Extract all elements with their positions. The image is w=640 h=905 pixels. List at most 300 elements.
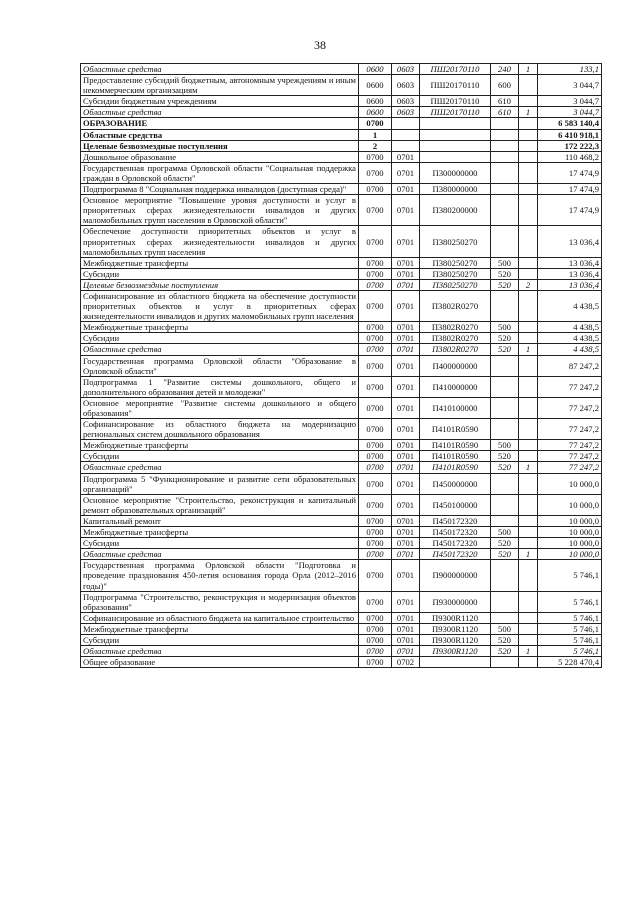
table-row [81, 591, 602, 612]
expense-type-cell [491, 184, 519, 195]
section-code-cell: 0700 [359, 634, 392, 645]
subsection-code-cell: 0701 [392, 184, 420, 195]
row-name-cell: Подпрограмма 8 "Социальная поддержка инвалидов (доступная среда)" [81, 184, 359, 195]
expense-type-cell: 500 [491, 322, 519, 333]
row-name-cell: Субсидии [81, 268, 359, 279]
row-name-cell: Межбюджетные трансферты [81, 527, 359, 538]
row-name-cell: Основное мероприятие "Строительство, реконструкция и капитальный ремонт образовательных организаций" [81, 494, 359, 515]
amount-cell: 133,1 [538, 64, 602, 75]
subsection-code-cell [392, 118, 420, 129]
expense-type-cell [491, 473, 519, 494]
section-code-cell: 0700 [359, 419, 392, 440]
funding-source-cell: 1 [519, 462, 538, 473]
target-article-cell: П300000000 [420, 162, 491, 183]
section-code-cell: 0700 [359, 646, 392, 657]
subsection-code-cell: 0701 [392, 560, 420, 591]
amount-cell: 13 036,4 [538, 268, 602, 279]
amount-cell: 4 438,5 [538, 290, 602, 321]
row-name-cell: Субсидии [81, 538, 359, 549]
amount-cell: 110 468,2 [538, 151, 602, 162]
target-article-cell: П450172320 [420, 515, 491, 526]
row-name-cell: Софинансирование из областного бюджета на модернизацию региональных систем дошкольного образования [81, 419, 359, 440]
row-name-cell: Основное мероприятие "Развитие системы дошкольного и общего образования" [81, 397, 359, 418]
target-article-cell: П930000000 [420, 591, 491, 612]
expense-type-cell [491, 118, 519, 129]
amount-cell: 5 746,1 [538, 623, 602, 634]
amount-cell: 10 000,0 [538, 527, 602, 538]
funding-source-cell [519, 333, 538, 344]
table-row [81, 560, 602, 591]
subsection-code-cell: 0701 [392, 451, 420, 462]
expense-type-cell: 520 [491, 634, 519, 645]
target-article-cell: П380250270 [420, 226, 491, 257]
funding-source-cell [519, 322, 538, 333]
target-article-cell: П450172320 [420, 538, 491, 549]
section-code-cell: 0700 [359, 322, 392, 333]
section-code-cell: 0700 [359, 440, 392, 451]
target-article-cell: П9300R1120 [420, 646, 491, 657]
amount-cell: 13 036,4 [538, 257, 602, 268]
subsection-code-cell: 0701 [392, 527, 420, 538]
amount-cell: 3 044,7 [538, 75, 602, 96]
funding-source-cell [519, 118, 538, 129]
target-article-cell: П410000000 [420, 376, 491, 397]
amount-cell: 17 474,9 [538, 195, 602, 226]
expense-type-cell [491, 151, 519, 162]
target-article-cell: П3802R0270 [420, 322, 491, 333]
funding-source-cell [519, 226, 538, 257]
subsection-code-cell: 0701 [392, 623, 420, 634]
row-name-cell: Межбюджетные трансферты [81, 623, 359, 634]
funding-source-cell [519, 494, 538, 515]
funding-source-cell [519, 290, 538, 321]
funding-source-cell: 1 [519, 107, 538, 118]
section-code-cell: 0700 [359, 538, 392, 549]
expense-type-cell [491, 355, 519, 376]
target-article-cell: П3802R0270 [420, 344, 491, 355]
section-code-cell: 0600 [359, 96, 392, 107]
target-article-cell [420, 129, 491, 140]
table-row [81, 355, 602, 376]
amount-cell: 172 222,3 [538, 140, 602, 151]
funding-source-cell [519, 527, 538, 538]
amount-cell: 5 746,1 [538, 646, 602, 657]
table-row [81, 107, 602, 118]
amount-cell: 4 438,5 [538, 322, 602, 333]
row-name-cell: Субсидии бюджетным учреждениям [81, 96, 359, 107]
amount-cell: 13 036,4 [538, 226, 602, 257]
target-article-cell: ПШ20170110 [420, 96, 491, 107]
funding-source-cell: 1 [519, 64, 538, 75]
section-code-cell: 0600 [359, 107, 392, 118]
table-row [81, 515, 602, 526]
subsection-code-cell: 0701 [392, 226, 420, 257]
row-name-cell: Субсидии [81, 634, 359, 645]
section-code-cell: 0700 [359, 268, 392, 279]
expense-type-cell [491, 657, 519, 668]
section-code-cell: 2 [359, 140, 392, 151]
table-row [81, 473, 602, 494]
funding-source-cell [519, 184, 538, 195]
table-row [81, 612, 602, 623]
target-article-cell: П380250270 [420, 268, 491, 279]
table-row [81, 657, 602, 668]
funding-source-cell [519, 634, 538, 645]
row-name-cell: Подпрограмма 1 "Развитие системы дошкольного, общего и дополнительного образования детей и молодежи" [81, 376, 359, 397]
row-name-cell: Основное мероприятие "Повышение уровня доступности и услуг в приоритетных сферах жизнедеятельности инвалидов и других маломобильных групп населения в Орловской области" [81, 195, 359, 226]
subsection-code-cell: 0701 [392, 344, 420, 355]
expense-type-cell [491, 290, 519, 321]
target-article-cell: П3802R0270 [420, 290, 491, 321]
target-article-cell: П410100000 [420, 397, 491, 418]
section-code-cell: 0600 [359, 64, 392, 75]
subsection-code-cell: 0603 [392, 64, 420, 75]
funding-source-cell [519, 560, 538, 591]
subsection-code-cell: 0701 [392, 397, 420, 418]
target-article-cell: П450100000 [420, 494, 491, 515]
funding-source-cell: 1 [519, 646, 538, 657]
expense-type-cell [491, 195, 519, 226]
row-name-cell: Целевые безвозмездные поступления [81, 279, 359, 290]
subsection-code-cell: 0701 [392, 549, 420, 560]
target-article-cell: П9300R1120 [420, 623, 491, 634]
subsection-code-cell: 0701 [392, 376, 420, 397]
row-name-cell: Софинансирование из областного бюджета на обеспечение доступности приоритетных объектов и услуг в приоритетных сферах жизнедеятельности инвалидов и других маломобильных групп населения [81, 290, 359, 321]
expense-type-cell: 600 [491, 75, 519, 96]
subsection-code-cell: 0701 [392, 538, 420, 549]
section-code-cell: 0700 [359, 473, 392, 494]
row-name-cell: Областные средства [81, 64, 359, 75]
table-row [81, 646, 602, 657]
amount-cell: 5 746,1 [538, 634, 602, 645]
section-code-cell: 0700 [359, 118, 392, 129]
target-article-cell: П4101R0590 [420, 451, 491, 462]
subsection-code-cell: 0603 [392, 75, 420, 96]
section-code-cell: 1 [359, 129, 392, 140]
row-name-cell: Государственная программа Орловской области "Образование в Орловской области" [81, 355, 359, 376]
subsection-code-cell: 0701 [392, 419, 420, 440]
expense-type-cell: 520 [491, 538, 519, 549]
section-code-cell: 0700 [359, 527, 392, 538]
table-row [81, 151, 602, 162]
target-article-cell: П450172320 [420, 527, 491, 538]
amount-cell: 17 474,9 [538, 184, 602, 195]
subsection-code-cell: 0603 [392, 96, 420, 107]
funding-source-cell [519, 419, 538, 440]
table-row [81, 195, 602, 226]
amount-cell: 10 000,0 [538, 538, 602, 549]
subsection-code-cell: 0701 [392, 646, 420, 657]
amount-cell: 5 746,1 [538, 612, 602, 623]
table-row [81, 162, 602, 183]
table-row [81, 462, 602, 473]
budget-table-body [81, 64, 602, 668]
expense-type-cell: 520 [491, 333, 519, 344]
table-row [81, 129, 602, 140]
subsection-code-cell: 0701 [392, 257, 420, 268]
funding-source-cell [519, 140, 538, 151]
target-article-cell: П380250270 [420, 257, 491, 268]
amount-cell: 4 438,5 [538, 344, 602, 355]
table-row [81, 268, 602, 279]
funding-source-cell [519, 195, 538, 226]
row-name-cell: Межбюджетные трансферты [81, 440, 359, 451]
budget-table [80, 63, 602, 668]
funding-source-cell [519, 355, 538, 376]
subsection-code-cell: 0701 [392, 473, 420, 494]
table-row [81, 440, 602, 451]
table-row [81, 451, 602, 462]
target-article-cell: ПШ20170110 [420, 64, 491, 75]
target-article-cell: П380200000 [420, 195, 491, 226]
row-name-cell: Целевые безвозмездные поступления [81, 140, 359, 151]
row-name-cell: Областные средства [81, 646, 359, 657]
table-row [81, 397, 602, 418]
funding-source-cell [519, 515, 538, 526]
row-name-cell: Субсидии [81, 451, 359, 462]
expense-type-cell: 500 [491, 527, 519, 538]
amount-cell: 3 044,7 [538, 107, 602, 118]
expense-type-cell: 500 [491, 257, 519, 268]
table-row [81, 257, 602, 268]
expense-type-cell: 520 [491, 549, 519, 560]
expense-type-cell: 500 [491, 623, 519, 634]
table-row [81, 634, 602, 645]
target-article-cell [420, 140, 491, 151]
target-article-cell: ПШ20170110 [420, 75, 491, 96]
section-code-cell: 0700 [359, 494, 392, 515]
amount-cell: 10 000,0 [538, 473, 602, 494]
amount-cell: 10 000,0 [538, 549, 602, 560]
expense-type-cell: 240 [491, 64, 519, 75]
section-code-cell: 0700 [359, 257, 392, 268]
row-name-cell: Межбюджетные трансферты [81, 257, 359, 268]
row-name-cell: Подпрограмма "Строительство, реконструкция и модернизация объектов образования" [81, 591, 359, 612]
expense-type-cell [491, 140, 519, 151]
section-code-cell: 0700 [359, 560, 392, 591]
amount-cell: 77 247,2 [538, 376, 602, 397]
section-code-cell: 0700 [359, 657, 392, 668]
expense-type-cell: 610 [491, 107, 519, 118]
target-article-cell: П9300R1120 [420, 612, 491, 623]
subsection-code-cell: 0701 [392, 151, 420, 162]
row-name-cell: Капитальный ремонт [81, 515, 359, 526]
target-article-cell: П4101R0590 [420, 440, 491, 451]
expense-type-cell [491, 591, 519, 612]
amount-cell: 77 247,2 [538, 440, 602, 451]
subsection-code-cell: 0701 [392, 322, 420, 333]
target-article-cell: П450000000 [420, 473, 491, 494]
page-number: 38 [314, 38, 326, 52]
section-code-cell: 0700 [359, 344, 392, 355]
subsection-code-cell: 0701 [392, 355, 420, 376]
target-article-cell: П4101R0590 [420, 419, 491, 440]
section-code-cell: 0700 [359, 623, 392, 634]
table-row [81, 279, 602, 290]
amount-cell: 6 583 140,4 [538, 118, 602, 129]
table-row [81, 290, 602, 321]
row-name-cell: Подпрограмма 5 "Функционирование и развитие сети образовательных организаций" [81, 473, 359, 494]
target-article-cell [420, 151, 491, 162]
expense-type-cell: 520 [491, 646, 519, 657]
expense-type-cell [491, 515, 519, 526]
funding-source-cell [519, 591, 538, 612]
amount-cell: 5 746,1 [538, 560, 602, 591]
row-name-cell: Областные средства [81, 462, 359, 473]
subsection-code-cell: 0701 [392, 462, 420, 473]
expense-type-cell: 520 [491, 268, 519, 279]
row-name-cell: Государственная программа Орловской области "Подготовка и проведение празднования 450-летия основания города Орла (2012–2016 годы)" [81, 560, 359, 591]
section-code-cell: 0700 [359, 355, 392, 376]
funding-source-cell [519, 440, 538, 451]
subsection-code-cell [392, 129, 420, 140]
table-row [81, 226, 602, 257]
section-code-cell: 0600 [359, 75, 392, 96]
target-article-cell: П3802R0270 [420, 333, 491, 344]
row-name-cell: ОБРАЗОВАНИЕ [81, 118, 359, 129]
target-article-cell [420, 118, 491, 129]
amount-cell: 5 746,1 [538, 591, 602, 612]
section-code-cell: 0700 [359, 451, 392, 462]
subsection-code-cell: 0701 [392, 515, 420, 526]
expense-type-cell: 500 [491, 440, 519, 451]
funding-source-cell [519, 538, 538, 549]
table-row [81, 333, 602, 344]
funding-source-cell [519, 657, 538, 668]
amount-cell: 77 247,2 [538, 419, 602, 440]
funding-source-cell [519, 96, 538, 107]
row-name-cell: Общее образование [81, 657, 359, 668]
subsection-code-cell: 0702 [392, 657, 420, 668]
expense-type-cell: 520 [491, 462, 519, 473]
amount-cell: 77 247,2 [538, 462, 602, 473]
subsection-code-cell: 0701 [392, 634, 420, 645]
section-code-cell: 0700 [359, 226, 392, 257]
funding-source-cell [519, 376, 538, 397]
funding-source-cell: 1 [519, 344, 538, 355]
funding-source-cell [519, 451, 538, 462]
target-article-cell: П380250270 [420, 279, 491, 290]
funding-source-cell [519, 257, 538, 268]
table-row [81, 623, 602, 634]
amount-cell: 3 044,7 [538, 96, 602, 107]
expense-type-cell [491, 560, 519, 591]
funding-source-cell [519, 151, 538, 162]
subsection-code-cell: 0701 [392, 440, 420, 451]
table-row [81, 118, 602, 129]
table-row [81, 184, 602, 195]
amount-cell: 87 247,2 [538, 355, 602, 376]
funding-source-cell: 1 [519, 549, 538, 560]
funding-source-cell [519, 612, 538, 623]
table-row [81, 527, 602, 538]
expense-type-cell: 520 [491, 344, 519, 355]
expense-type-cell [491, 494, 519, 515]
table-row [81, 538, 602, 549]
table-row [81, 140, 602, 151]
subsection-code-cell: 0603 [392, 107, 420, 118]
section-code-cell: 0700 [359, 151, 392, 162]
section-code-cell: 0700 [359, 591, 392, 612]
row-name-cell: Дошкольное образование [81, 151, 359, 162]
funding-source-cell [519, 268, 538, 279]
row-name-cell: Предоставление субсидий бюджетным, автономным учреждениям и иным некоммерческим организациям [81, 75, 359, 96]
section-code-cell: 0700 [359, 376, 392, 397]
expense-type-cell: 520 [491, 451, 519, 462]
subsection-code-cell: 0701 [392, 162, 420, 183]
target-article-cell: П900000000 [420, 560, 491, 591]
expense-type-cell [491, 419, 519, 440]
table-row [81, 64, 602, 75]
subsection-code-cell: 0701 [392, 195, 420, 226]
row-name-cell: Областные средства [81, 344, 359, 355]
subsection-code-cell [392, 140, 420, 151]
row-name-cell: Обеспечение доступности приоритетных объектов и услуг в приоритетных сферах жизнедеятельности инвалидов и других маломобильных групп населения [81, 226, 359, 257]
target-article-cell: П9300R1120 [420, 634, 491, 645]
amount-cell: 10 000,0 [538, 515, 602, 526]
subsection-code-cell: 0701 [392, 279, 420, 290]
table-row [81, 376, 602, 397]
target-article-cell: П380000000 [420, 184, 491, 195]
funding-source-cell [519, 623, 538, 634]
amount-cell: 77 247,2 [538, 451, 602, 462]
funding-source-cell [519, 129, 538, 140]
funding-source-cell [519, 162, 538, 183]
table-row [81, 419, 602, 440]
subsection-code-cell: 0701 [392, 290, 420, 321]
amount-cell: 6 410 918,1 [538, 129, 602, 140]
amount-cell: 13 036,4 [538, 279, 602, 290]
row-name-cell: Областные средства [81, 549, 359, 560]
expense-type-cell [491, 226, 519, 257]
table-row [81, 96, 602, 107]
expense-type-cell [491, 376, 519, 397]
section-code-cell: 0700 [359, 612, 392, 623]
target-article-cell: П4101R0590 [420, 462, 491, 473]
expense-type-cell: 610 [491, 96, 519, 107]
section-code-cell: 0700 [359, 290, 392, 321]
funding-source-cell [519, 75, 538, 96]
row-name-cell: Субсидии [81, 333, 359, 344]
section-code-cell: 0700 [359, 279, 392, 290]
expense-type-cell [491, 397, 519, 418]
section-code-cell: 0700 [359, 549, 392, 560]
table-row [81, 322, 602, 333]
subsection-code-cell: 0701 [392, 268, 420, 279]
table-row [81, 549, 602, 560]
section-code-cell: 0700 [359, 184, 392, 195]
expense-type-cell [491, 612, 519, 623]
row-name-cell: Софинансирование из областного бюджета на капитальное строительство [81, 612, 359, 623]
funding-source-cell [519, 473, 538, 494]
section-code-cell: 0700 [359, 333, 392, 344]
subsection-code-cell: 0701 [392, 494, 420, 515]
subsection-code-cell: 0701 [392, 591, 420, 612]
section-code-cell: 0700 [359, 195, 392, 226]
table-row [81, 494, 602, 515]
amount-cell: 17 474,9 [538, 162, 602, 183]
expense-type-cell: 520 [491, 279, 519, 290]
amount-cell: 77 247,2 [538, 397, 602, 418]
subsection-code-cell: 0701 [392, 333, 420, 344]
table-row [81, 75, 602, 96]
expense-type-cell [491, 162, 519, 183]
amount-cell: 5 228 470,4 [538, 657, 602, 668]
section-code-cell: 0700 [359, 462, 392, 473]
target-article-cell [420, 657, 491, 668]
amount-cell: 4 438,5 [538, 333, 602, 344]
funding-source-cell: 2 [519, 279, 538, 290]
